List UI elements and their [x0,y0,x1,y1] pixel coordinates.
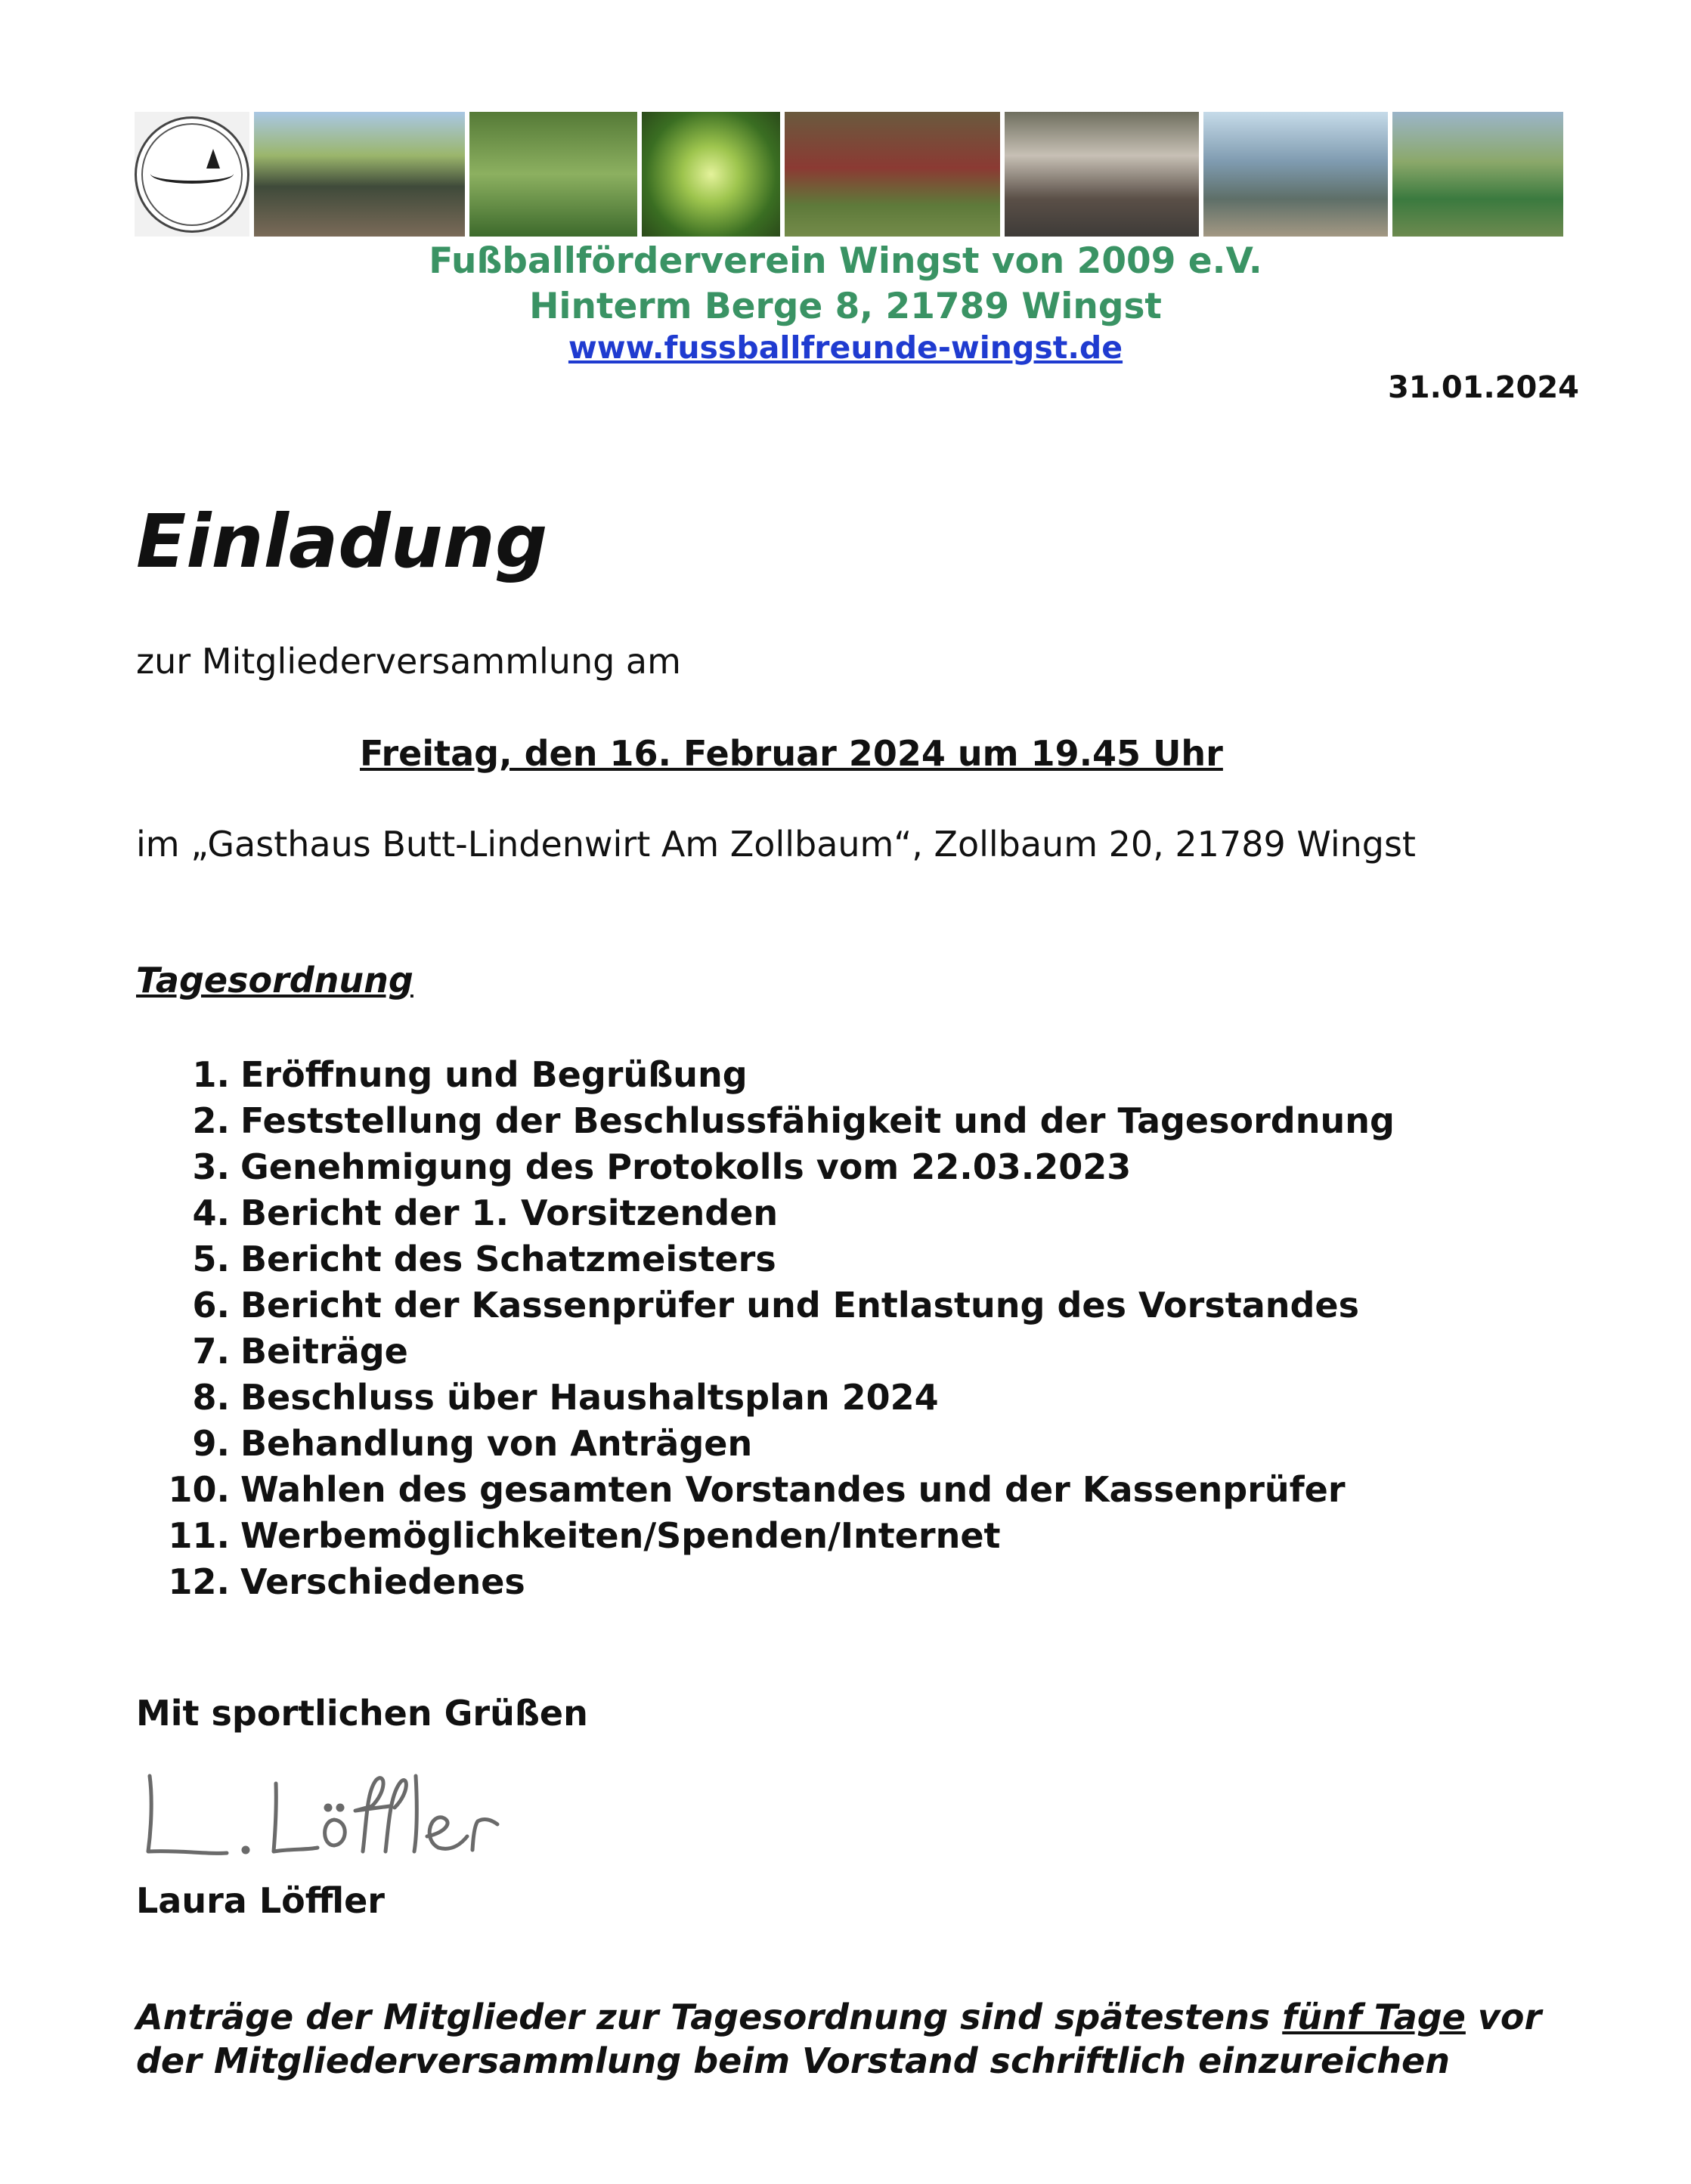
women-match-photo [1392,112,1563,237]
agenda-item-text: Beiträge [240,1331,408,1372]
agenda-item-number: 11. [168,1515,230,1556]
org-address: Hinterm Berge 8, 21789 Wingst [529,286,1162,327]
agenda-item-number: 10. [168,1469,230,1510]
agenda-item-text: Bericht des Schatzmeisters [240,1239,776,1279]
header-banner [135,112,1563,237]
agenda-item-text: Beschluss über Haushaltsplan 2024 [240,1377,939,1418]
agenda-item-text: Bericht der 1. Vorsitzenden [240,1193,779,1233]
agenda-item [136,1513,1395,1559]
agenda-item [136,1144,1395,1190]
team-photo [254,112,465,237]
agenda-title: Tagesordnung [136,960,413,1001]
org-name: Fußballförderverein Wingst von 2009 e.V. [429,240,1262,282]
agenda-item-number: 8. [192,1377,230,1418]
agenda-item-number: 6. [192,1285,230,1326]
members-photo [1005,112,1199,237]
agenda-item [136,1236,1395,1282]
tree-icon [206,149,220,169]
agenda-item [136,1467,1395,1513]
note-text-end: vor der Mitgliederversammlung beim Vorstand schriftlich einzureichen [136,1997,1542,2081]
agenda-list [136,1052,1395,1605]
closing-greeting: Mit sportlichen Grüßen [136,1693,588,1734]
agenda-item-number: 1. [192,1054,230,1095]
club-logo [135,112,249,237]
agenda-item-number: 4. [192,1193,230,1233]
agenda-item-text: Verschiedenes [240,1561,525,1602]
agenda-item-number: 9. [192,1423,230,1464]
submission-note [136,1995,1572,2083]
meeting-location: im „Gasthaus Butt-Lindenwirt Am Zollbaum“, Zollbaum 20, 21789 Wingst [136,824,1416,865]
agenda-item-text: Behandlung von Anträgen [240,1423,753,1464]
landscape-photo [642,112,780,237]
agenda-item-text: Wahlen des gesamten Vorstandes und der Kassenprüfer [240,1469,1346,1510]
agenda-item-text: Genehmigung des Protokolls vom 22.03.2023 [240,1146,1132,1187]
agenda-item [136,1098,1395,1144]
note-emphasis: fünf Tage [1282,1997,1466,2037]
club-logo-seal [135,116,249,233]
match-photo [785,112,1000,237]
agenda-item [136,1375,1395,1421]
agenda-item-number: 5. [192,1239,230,1279]
agenda-item-text: Werbemöglichkeiten/Spenden/Internet [240,1515,1001,1556]
agenda-item [136,1282,1395,1329]
agenda-item [136,1559,1395,1605]
intro-text: zur Mitgliederversammlung am [136,641,681,682]
note-text-start: Anträge der Mitglieder zur Tagesordnung sind spätestens [136,1997,1283,2037]
agenda-item [136,1329,1395,1375]
agenda-item [136,1421,1395,1467]
agenda-item-number: 2. [192,1100,230,1141]
signer-name: Laura Löffler [136,1880,385,1921]
agenda-item [136,1052,1395,1098]
agenda-item-text: Feststellung der Beschlussfähigkeit und der Tagesordnung [240,1100,1395,1141]
agenda-item [136,1190,1395,1236]
handwritten-signature [136,1761,514,1874]
terrace-photo [1203,112,1388,237]
document-date: 31.01.2024 [1387,370,1579,405]
agenda-item-text: Eröffnung und Begrüßung [240,1054,748,1095]
players-photo [469,112,637,237]
org-website-link[interactable]: www.fussballfreunde-wingst.de [568,329,1123,366]
document-title: Einladung [136,499,548,584]
agenda-item-number: 7. [192,1331,230,1372]
meeting-date-time: Freitag, den 16. Februar 2024 um 19.45 Uhr [360,733,1223,774]
agenda-item-number: 3. [192,1146,230,1187]
agenda-item-number: 12. [168,1561,230,1602]
agenda-item-text: Bericht der Kassenprüfer und Entlastung des Vorstandes [240,1285,1359,1326]
